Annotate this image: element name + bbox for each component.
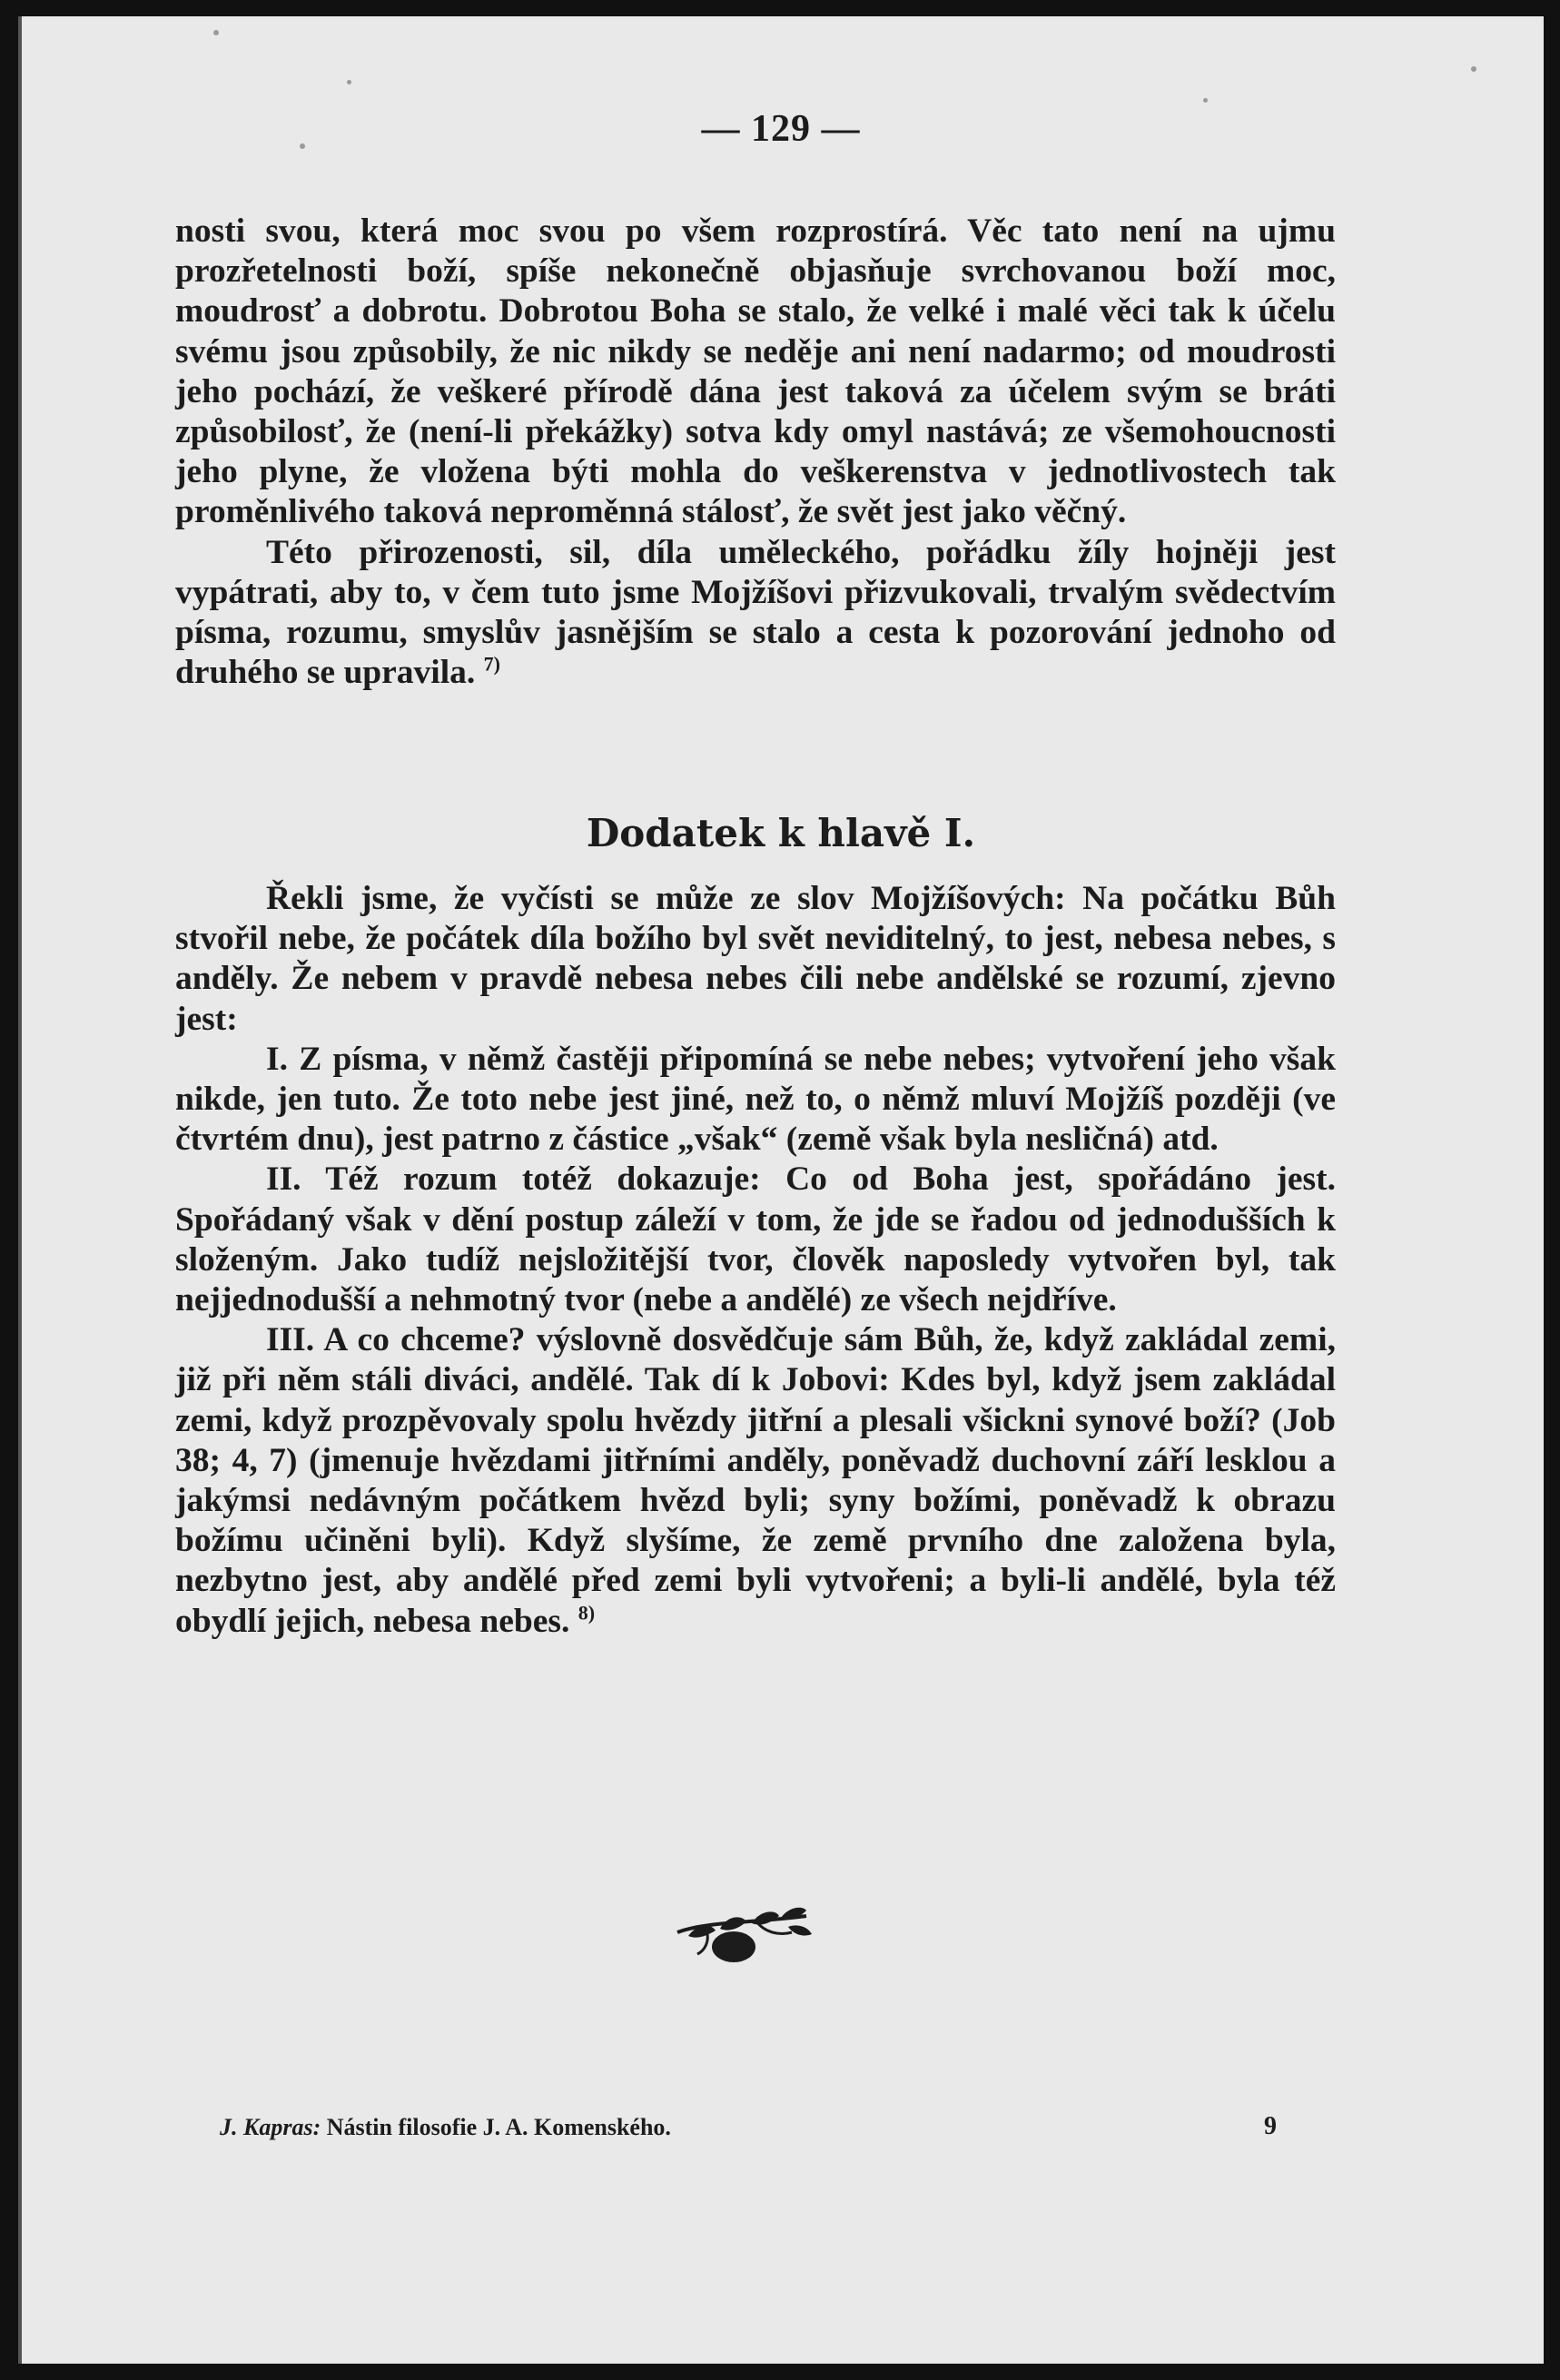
paragraph: II. Též rozum totéž dokazuje: Co od Boha jest, spořádáno jest. Spořádaný však v dění postup záleží v tom, že jde se řadou od jednodušších k složeným. Jako tudíž nejsložitější tvor, člověk naposledy vytvořen byl, tak nejjednodušší a nehmotný tvor (nebe a andělé) ze všech nejdříve. bbox=[175, 1160, 1336, 1319]
signature-mark: 9 bbox=[1264, 2112, 1277, 2140]
paper-speck bbox=[213, 30, 219, 35]
paper-speck bbox=[1203, 98, 1208, 103]
text-block bbox=[175, 879, 1336, 1642]
footnote-marker: 7) bbox=[483, 652, 500, 676]
text-block bbox=[175, 212, 1336, 693]
page-number: — 129 — bbox=[701, 108, 861, 150]
footer-line bbox=[220, 2114, 671, 2141]
paper-speck bbox=[347, 80, 351, 84]
paragraph: Řekli jsme, že vyčísti se může ze slov Mojžíšových: Na počátku Bůh stvořil nebe, že počátek díla božího byl svět neviditelný, to jest, nebesa nebes, s anděly. Že nebem v pravdě nebesa nebes čili nebe andělské se rozumí, zjevno jest: bbox=[175, 880, 1336, 1038]
book-page bbox=[18, 16, 1544, 2364]
paragraph bbox=[175, 1320, 1336, 1642]
paragraph-text: III. A co chceme? výslovně dosvědčuje sám Bůh, že, když zakládal zemi, již při něm stáli diváci, andělé. Tak dí k Jobovi: Kdes byl, když jsem zakládal zemi, když prozpěvovaly spolu hvězdy jitřní a plesali všickni synové boží? (Job 38; 4, 7) (jmenuje hvězdami jitřními anděly, poněvadž duchovní září lesklou a jakýmsi nedávným počátkem hvězd byli; syny božími, poněvadž k obrazu božímu učiněni byli). Když slyšíme, že země prvního dne založena byla, nezbytno jest, aby andělé před zemi byli vytvořeni; a byli-li andělé, byla též obydlí jejich, nebesa nebes. bbox=[175, 1321, 1336, 1640]
paragraph bbox=[175, 533, 1336, 694]
footer-book-title: Nástin filosofie J. A. Komenského. bbox=[326, 2114, 671, 2140]
footnote-marker: 8) bbox=[578, 1601, 596, 1625]
section-heading: Dodatek k hlavě I. bbox=[586, 811, 976, 855]
floral-ornament-icon bbox=[670, 1896, 824, 1969]
paragraph-text: Této přirozenosti, sil, díla uměleckého, pořádku žíly hojněji jest vypátrati, aby to, v čem tuto jsme Mojžíšovi přizvukovali, trvalým svědectvím písma, rozumu, smyslův jasnějším se stalo a cesta k pozorování jednoho od druhého se upravila. bbox=[175, 533, 1336, 692]
footer-author: J. Kapras: bbox=[220, 2114, 321, 2140]
paragraph: I. Z písma, v němž častěji připomíná se nebe nebes; vytvoření jeho však nikde, jen tuto. Že toto nebe jest jiné, než to, o němž mluví Mojžíš později (ve čtvrtém dnu), jest patrno z částice „však“ (země však byla nesličná) atd. bbox=[175, 1040, 1336, 1159]
paragraph: nosti svou, která moc svou po všem rozprostírá. Věc tato není na ujmu prozřetelnosti boží, spíše nekonečně objasňuje svrchovanou boží moc, moudrosť a dobrotu. Dobrotou Boha se stalo, že velké i malé věci tak k účelu svému jsou způsobily, že nic nikdy se neděje ani není nadarmo; od moudrosti jeho pochází, že veškeré přírodě dána jest taková za účelem svým se bráti způsobilosť, že (není-li překážky) sotva kdy omyl nastává; ze všemohoucnosti jeho plyne, že vložena býti mohla do veškerenstva v jednotlivostech tak proměnlivého taková neproměnná stálosť, že svět jest jako věčný. bbox=[175, 212, 1336, 531]
paper-speck bbox=[1471, 66, 1476, 72]
